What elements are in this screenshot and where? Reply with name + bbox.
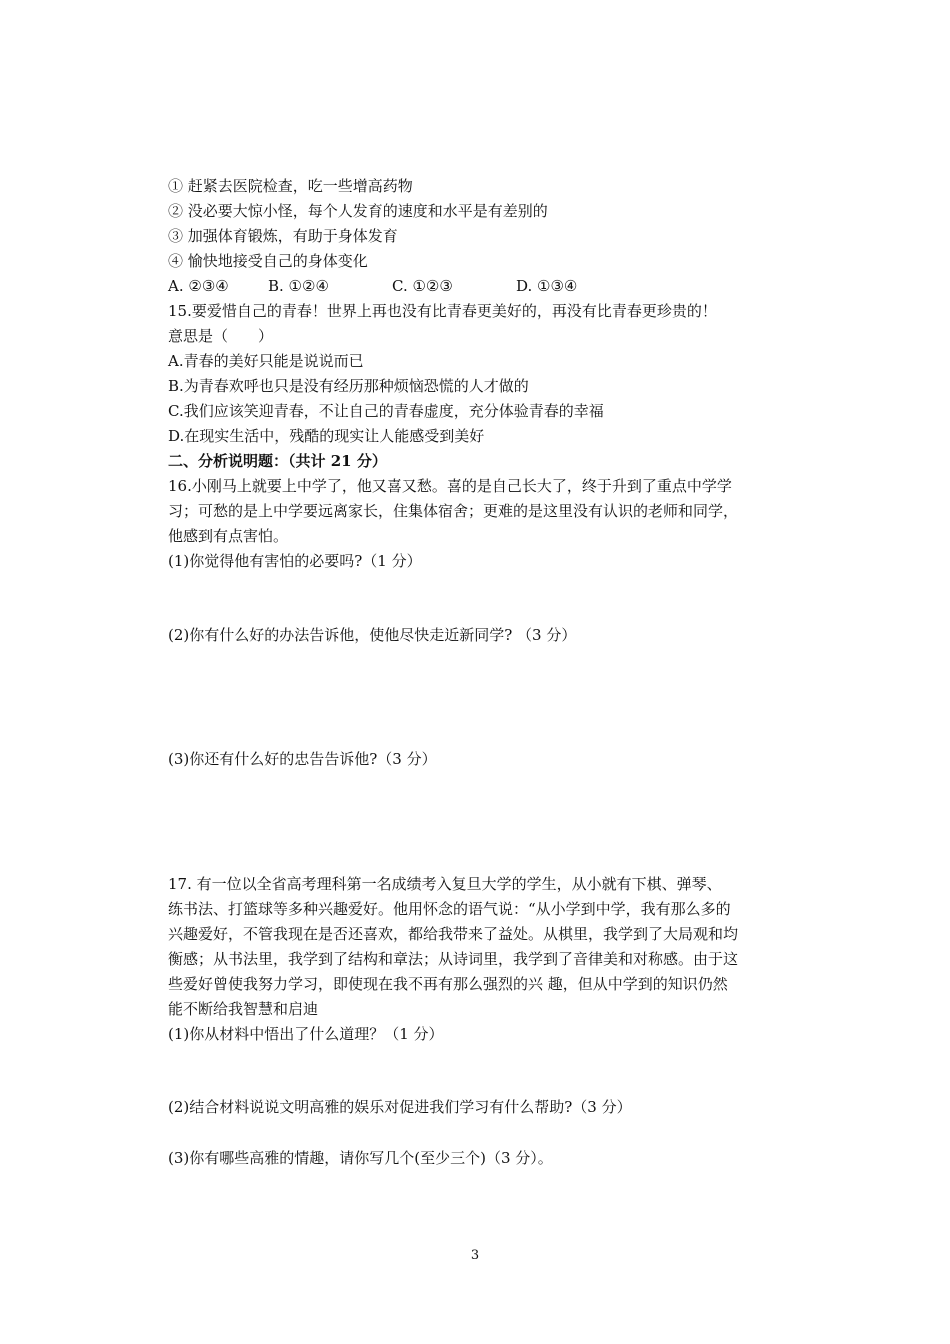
- q14-option-c: C. ①②③: [392, 277, 453, 295]
- q14-option-a: A. ②③④: [168, 277, 229, 295]
- q14-item-2: ② 没必要大惊小怪，每个人发育的速度和水平是有差别的: [168, 202, 548, 220]
- q17-stem-line-6: 能不断给我智慧和启迪: [168, 1000, 319, 1018]
- q14-item-4: ④ 愉快地接受自己的身体变化: [168, 252, 368, 270]
- q17-stem-line-4: 衡感；从书法里，我学到了结构和章法；从诗词里，我学到了音律美和对称感。由于这: [168, 950, 739, 968]
- q17-stem-line-3: 兴趣爱好，不管我现在是否还喜欢，都给我带来了益处。从棋里，我学到了大局观和均: [168, 925, 739, 943]
- q15-option-c: C.我们应该笑迎青春，不让自己的青春虚度，充分体验青春的幸福: [168, 402, 604, 420]
- q15-stem-line-2: 意思是（ ）: [168, 327, 274, 345]
- q17-sub-2: (2)结合材料说说文明高雅的娱乐对促进我们学习有什么帮助?（3 分）: [168, 1098, 632, 1116]
- q17-stem-line-5: 些爱好曾使我努力学习，即使现在我不再有那么强烈的兴 趣，但从中学到的知识仍然: [168, 975, 728, 993]
- q14-item-1: ① 赶紧去医院检查，吃一些增高药物: [168, 177, 413, 195]
- q14-options: [168, 274, 788, 299]
- q17-stem-line-1: 17. 有一位以全省高考理科第一名成绩考入复旦大学的学生，从小就有下棋、弹琴、: [168, 875, 722, 893]
- q15-option-a: A.青春的美好只能是说说而已: [168, 352, 364, 370]
- q15-stem-line-1: 15.要爱惜自己的青春！世界上再也没有比青春更美好的，再没有比青春更珍贵的！: [168, 302, 717, 320]
- q16-stem-line-2: 习；可愁的是上中学要远离家长，住集体宿舍；更难的是这里没有认识的老师和同学，: [168, 502, 739, 520]
- q16-sub-1: (1)你觉得他有害怕的必要吗?（1 分）: [168, 552, 422, 570]
- q16-sub-3: (3)你还有什么好的忠告告诉他?（3 分）: [168, 750, 437, 768]
- q16-stem-line-3: 他感到有点害怕。: [168, 527, 289, 545]
- q14-item-3: ③ 加强体育锻炼，有助于身体发育: [168, 227, 398, 245]
- q15-option-b: B.为青春欢呼也只是没有经历那种烦恼恐慌的人才做的: [168, 377, 529, 395]
- page-number: 3: [470, 1248, 480, 1263]
- q17-sub-3: (3)你有哪些高雅的情趣，请你写几个(至少三个)（3 分）。: [168, 1149, 553, 1167]
- section-heading: 二、分析说明题：（共计 21 分）: [168, 452, 387, 470]
- q17-sub-1: (1)你从材料中悟出了什么道理？（1 分）: [168, 1025, 444, 1043]
- q14-option-d: D. ①③④: [516, 277, 578, 295]
- q17-stem-line-2: 练书法、打篮球等多种兴趣爱好。他用怀念的语气说：“从小学到中学，我有那么多的: [168, 900, 731, 918]
- q16-stem-line-1: 16.小刚马上就要上中学了，他又喜又愁。喜的是自己长大了，终于升到了重点中学学: [168, 477, 732, 495]
- q15-option-d: D.在现实生活中，残酷的现实让人能感受到美好: [168, 427, 485, 445]
- q16-sub-2: (2)你有什么好的办法告诉他，使他尽快走近新同学? （3 分）: [168, 626, 577, 644]
- q14-option-b: B. ①②④: [268, 277, 329, 295]
